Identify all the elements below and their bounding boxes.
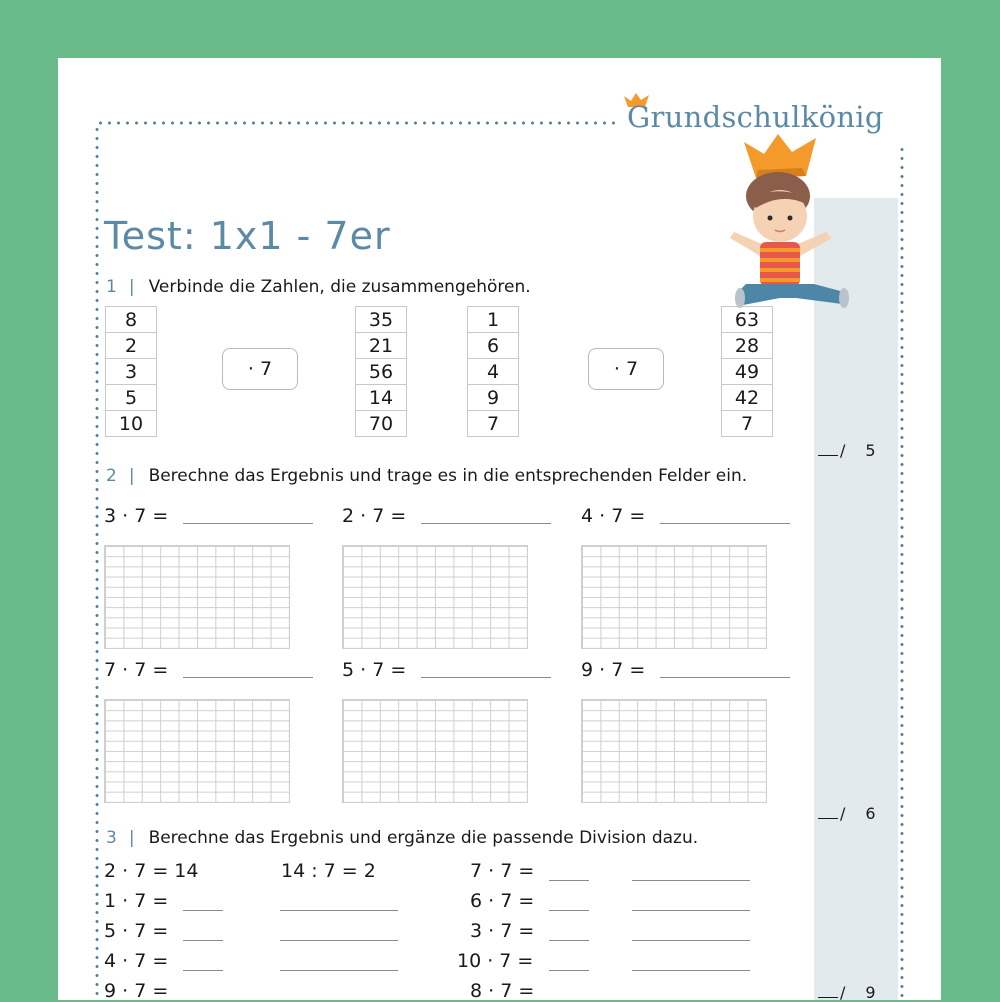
division-answer-line[interactable]: [632, 940, 750, 941]
task-3-equation: 7 · 7 =: [470, 860, 535, 882]
answer-line[interactable]: [183, 940, 223, 941]
task-2-equation: 4 · 7 =: [581, 505, 646, 527]
number-cell: 2: [106, 333, 157, 359]
dotted-border-left: [95, 125, 99, 1000]
task-3-equation: 9 · 7 =: [104, 980, 169, 1002]
task-3-example-division: 14 : 7 = 2: [281, 860, 376, 882]
task-2-equation: 9 · 7 =: [581, 659, 646, 681]
number-cell: 9: [468, 385, 519, 411]
answer-grid[interactable]: [104, 545, 290, 649]
task-3-equation: 1 · 7 =: [104, 890, 169, 912]
score-max: 6: [865, 804, 876, 823]
number-cell: 7: [468, 411, 519, 437]
task-1-group-a-operator: · 7: [222, 348, 298, 390]
score-max: 5: [865, 441, 876, 460]
task-2-score: [818, 804, 876, 823]
answer-grid[interactable]: [342, 545, 528, 649]
task-2-equation: 2 · 7 =: [342, 505, 407, 527]
task-3-number: 3: [106, 828, 117, 848]
task-1-score: [818, 441, 876, 460]
division-answer-line[interactable]: [280, 910, 398, 911]
task-2-separator: |: [128, 466, 135, 486]
number-cell: 7: [722, 411, 773, 437]
task-2-equation: 7 · 7 =: [104, 659, 169, 681]
answer-line[interactable]: [183, 523, 313, 524]
task-3-equation: 5 · 7 =: [104, 920, 169, 942]
answer-grid[interactable]: [104, 699, 290, 803]
task-3-instruction: Berechne das Ergebnis und ergänze die passende Division dazu.: [148, 828, 699, 848]
answer-grid[interactable]: [342, 699, 528, 803]
number-cell: 1: [468, 307, 519, 333]
answer-line[interactable]: [421, 523, 551, 524]
number-cell: 3: [106, 359, 157, 385]
division-answer-line[interactable]: [280, 970, 398, 971]
dotted-border-right: [900, 145, 904, 1000]
dotted-border-top: [96, 121, 618, 125]
answer-line[interactable]: [183, 677, 313, 678]
number-cell: 4: [468, 359, 519, 385]
score-slash: /: [840, 983, 846, 1002]
number-cell: 8: [106, 307, 157, 333]
task-3-equation: 10 · 7 =: [457, 950, 534, 972]
task-3-equation: 8 · 7 =: [470, 980, 535, 1002]
task-1-group-b-right-column: [721, 306, 773, 437]
division-answer-line[interactable]: [632, 970, 750, 971]
answer-line[interactable]: [549, 910, 589, 911]
division-answer-line[interactable]: [280, 940, 398, 941]
answer-line[interactable]: [549, 970, 589, 971]
number-cell: 42: [722, 385, 773, 411]
number-cell: 5: [106, 385, 157, 411]
page-title: Test: 1x1 - 7er: [104, 214, 391, 258]
task-2-equation: 3 · 7 =: [104, 505, 169, 527]
task-1-instruction: Verbinde die Zahlen, die zusammengehören.: [148, 277, 531, 297]
task-3-heading: [106, 828, 698, 848]
task-3-equation: 4 · 7 =: [104, 950, 169, 972]
number-cell: 70: [356, 411, 407, 437]
number-cell: 63: [722, 307, 773, 333]
task-1-separator: |: [128, 277, 135, 297]
number-cell: 28: [722, 333, 773, 359]
task-2-number: 2: [106, 466, 117, 486]
score-column: [814, 198, 898, 1000]
number-cell: 35: [356, 307, 407, 333]
score-blank[interactable]: [818, 997, 838, 998]
score-max: 9: [865, 983, 876, 1002]
task-2-equation: 5 · 7 =: [342, 659, 407, 681]
answer-line[interactable]: [183, 970, 223, 971]
number-cell: 14: [356, 385, 407, 411]
number-cell: 6: [468, 333, 519, 359]
task-3-equation: 6 · 7 =: [470, 890, 535, 912]
number-cell: 21: [356, 333, 407, 359]
brand-logo-text: Grundschulkönig: [627, 100, 884, 134]
division-answer-line[interactable]: [632, 910, 750, 911]
answer-line[interactable]: [183, 910, 223, 911]
number-cell: 49: [722, 359, 773, 385]
task-1-group-b-left-column: [467, 306, 519, 437]
task-2-instruction: Berechne das Ergebnis und trage es in die entsprechenden Felder ein.: [148, 466, 748, 486]
task-1-group-a-left-column: [105, 306, 157, 437]
task-3-example-multiplication: 2 · 7 = 14: [104, 860, 199, 882]
answer-grid[interactable]: [581, 699, 767, 803]
answer-line[interactable]: [660, 523, 790, 524]
task-3-equation: 3 · 7 =: [470, 920, 535, 942]
score-blank[interactable]: [818, 455, 838, 456]
score-blank[interactable]: [818, 818, 838, 819]
task-1-group-a-right-column: [355, 306, 407, 437]
task-3-score: [818, 983, 876, 1002]
task-1-heading: [106, 277, 531, 297]
boy-with-crown-illustration: [726, 134, 856, 314]
answer-line[interactable]: [549, 940, 589, 941]
answer-line[interactable]: [549, 880, 589, 881]
task-1-number: 1: [106, 277, 117, 297]
task-1-group-b-operator: · 7: [588, 348, 664, 390]
task-3-separator: |: [128, 828, 135, 848]
task-2-heading: [106, 466, 747, 486]
number-cell: 56: [356, 359, 407, 385]
score-slash: /: [840, 804, 846, 823]
number-cell: 10: [106, 411, 157, 437]
answer-grid[interactable]: [581, 545, 767, 649]
answer-line[interactable]: [660, 677, 790, 678]
division-answer-line[interactable]: [632, 880, 750, 881]
score-slash: /: [840, 441, 846, 460]
answer-line[interactable]: [421, 677, 551, 678]
